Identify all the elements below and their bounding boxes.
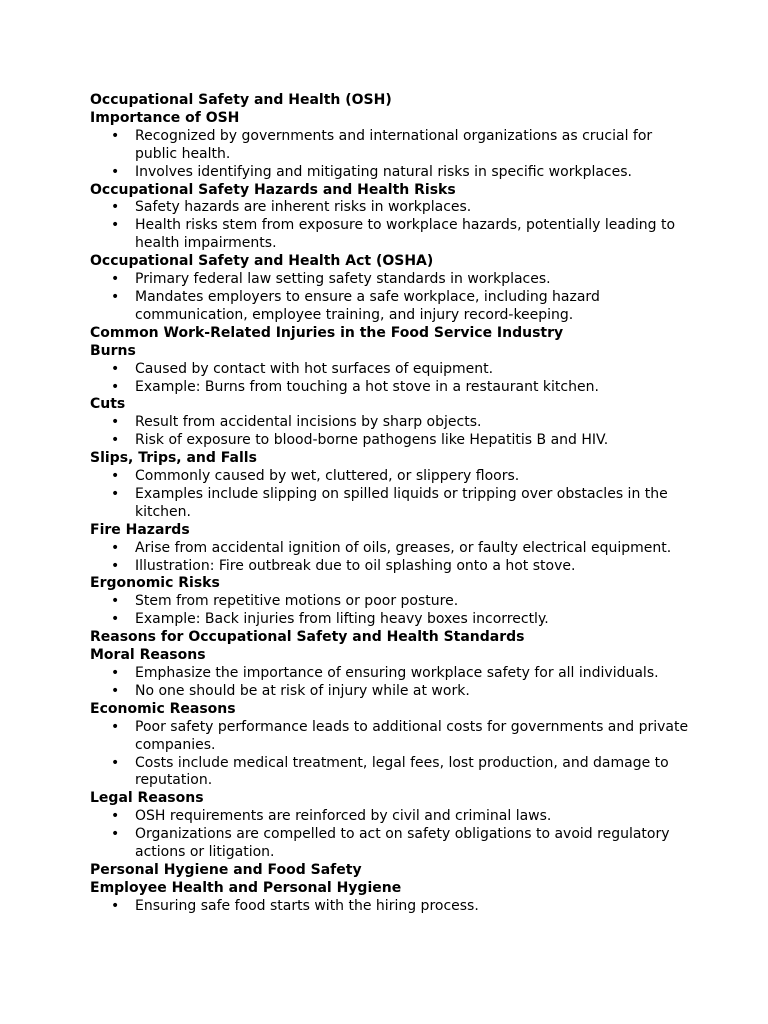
bullet-list bbox=[90, 665, 690, 701]
bullet-list bbox=[90, 128, 690, 182]
section-heading: Occupational Safety and Health Act (OSHA) bbox=[90, 253, 434, 270]
bullet-list bbox=[90, 361, 690, 397]
bullet-list bbox=[90, 593, 690, 629]
bullet-item: • Illustration: Fire outbreak due to oil splashing onto a hot stove. bbox=[90, 558, 690, 576]
bullet-item: • OSH requirements are reinforced by civil and criminal laws. bbox=[90, 808, 690, 826]
section-heading: Economic Reasons bbox=[90, 700, 236, 717]
bullet-item: • Example: Burns from touching a hot stove in a restaurant kitchen. bbox=[90, 379, 690, 397]
bullet-item: • Emphasize the importance of ensuring workplace safety for all individuals. bbox=[90, 665, 690, 683]
bullet-item: • Organizations are compelled to act on safety obligations to avoid regulatory actions or litigation. bbox=[90, 826, 690, 862]
section-heading: Fire Hazards bbox=[90, 521, 190, 538]
bullet-item: • Poor safety performance leads to additional costs for governments and private companies. bbox=[90, 719, 690, 755]
bullet-item: • Stem from repetitive motions or poor posture. bbox=[90, 593, 690, 611]
bullet-item: • Arise from accidental ignition of oils, greases, or faulty electrical equipment. bbox=[90, 540, 690, 558]
bullet-item: • Caused by contact with hot surfaces of equipment. bbox=[90, 361, 690, 379]
section-heading: Occupational Safety Hazards and Health Risks bbox=[90, 181, 456, 198]
section-heading: Cuts bbox=[90, 396, 126, 413]
section-heading: Common Work-Related Injuries in the Food Service Industry bbox=[90, 324, 564, 341]
bullet-item: • Recognized by governments and international organizations as crucial for public health. bbox=[90, 128, 690, 164]
bullet-item: • Costs include medical treatment, legal fees, lost production, and damage to reputation. bbox=[90, 755, 690, 791]
section-heading: Personal Hygiene and Food Safety bbox=[90, 861, 362, 878]
bullet-list bbox=[90, 540, 690, 576]
bullet-list bbox=[90, 808, 690, 862]
section-heading: Importance of OSH bbox=[90, 109, 240, 126]
document-sections bbox=[90, 110, 690, 916]
bullet-list bbox=[90, 414, 690, 450]
section-heading: Reasons for Occupational Safety and Health Standards bbox=[90, 629, 525, 646]
bullet-item: • Example: Back injuries from lifting heavy boxes incorrectly. bbox=[90, 611, 690, 629]
bullet-list bbox=[90, 719, 690, 791]
bullet-item: • Result from accidental incisions by sharp objects. bbox=[90, 414, 690, 432]
section-heading: Moral Reasons bbox=[90, 647, 206, 664]
document-body bbox=[90, 92, 690, 916]
bullet-list bbox=[90, 271, 690, 325]
bullet-item: • Safety hazards are inherent risks in workplaces. bbox=[90, 199, 690, 217]
bullet-item: • Examples include slipping on spilled liquids or tripping over obstacles in the kitchen. bbox=[90, 486, 690, 522]
bullet-item: • Involves identifying and mitigating natural risks in specific workplaces. bbox=[90, 164, 690, 182]
bullet-list bbox=[90, 199, 690, 253]
bullet-list bbox=[90, 468, 690, 522]
bullet-item: • Risk of exposure to blood-borne pathogens like Hepatitis B and HIV. bbox=[90, 432, 690, 450]
bullet-item: • Mandates employers to ensure a safe workplace, including hazard communication, employee training, and injury record-keeping. bbox=[90, 289, 690, 325]
document-title: Occupational Safety and Health (OSH) bbox=[90, 92, 392, 108]
section-heading: Legal Reasons bbox=[90, 790, 204, 807]
section-heading: Employee Health and Personal Hygiene bbox=[90, 879, 402, 896]
section-heading: Burns bbox=[90, 342, 136, 359]
bullet-list bbox=[90, 898, 690, 916]
bullet-item: • No one should be at risk of injury while at work. bbox=[90, 683, 690, 701]
bullet-item: • Commonly caused by wet, cluttered, or slippery floors. bbox=[90, 468, 690, 486]
bullet-item: • Ensuring safe food starts with the hiring process. bbox=[90, 898, 690, 916]
section-heading: Slips, Trips, and Falls bbox=[90, 450, 257, 467]
bullet-item: • Health risks stem from exposure to workplace hazards, potentially leading to health impairments. bbox=[90, 217, 690, 253]
section-heading: Ergonomic Risks bbox=[90, 575, 220, 592]
bullet-item: • Primary federal law setting safety standards in workplaces. bbox=[90, 271, 690, 289]
